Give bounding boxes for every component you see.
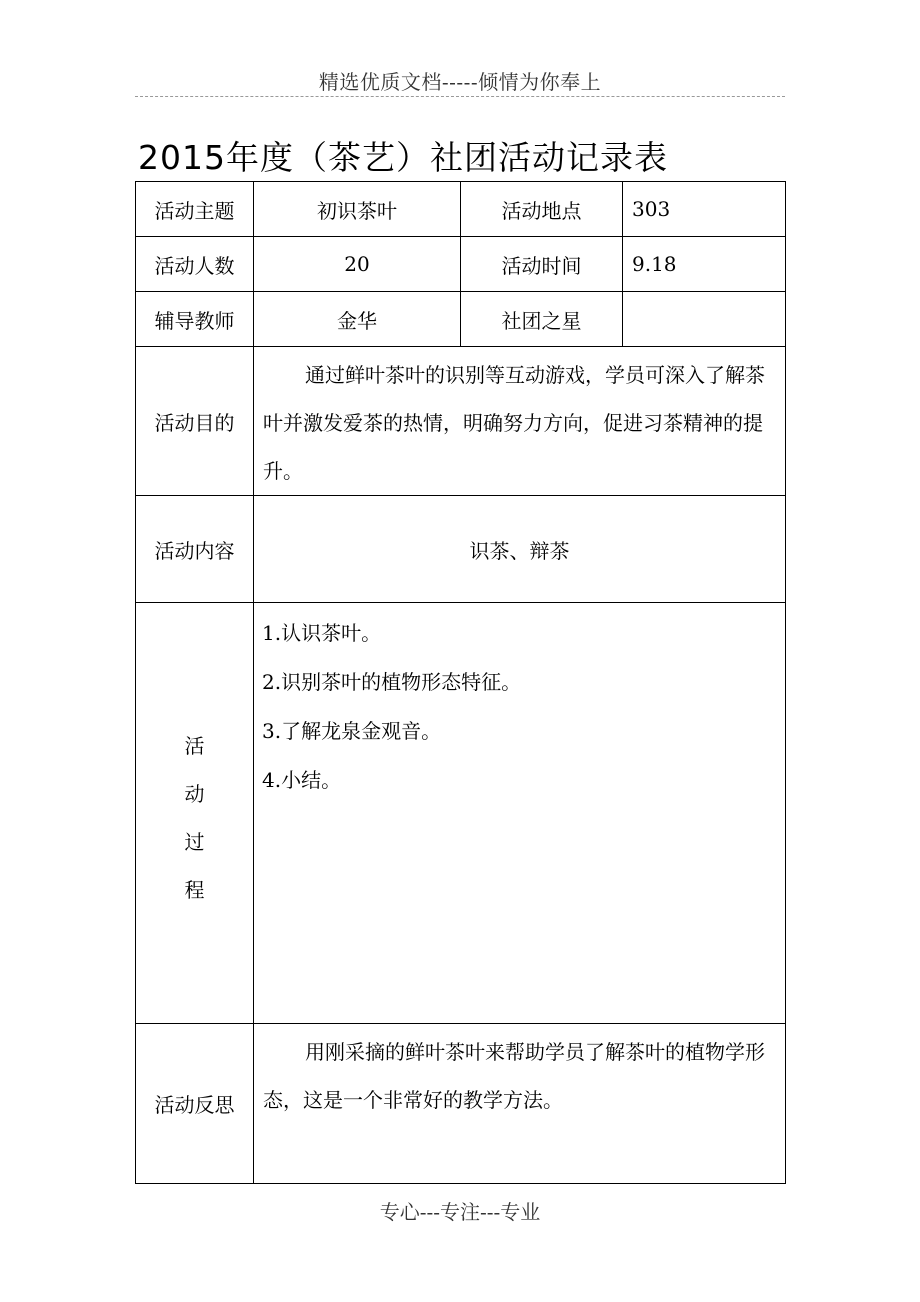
table-row xyxy=(136,347,786,496)
content-label: 活动内容 xyxy=(136,496,254,603)
table-row xyxy=(136,292,786,347)
location-value: 303 xyxy=(623,182,786,237)
process-steps xyxy=(254,603,786,1024)
process-label-char: 动 xyxy=(184,782,205,806)
teacher-label: 辅导教师 xyxy=(136,292,254,347)
location-label: 活动地点 xyxy=(461,182,623,237)
content-text: 识茶、辩茶 xyxy=(254,496,786,603)
star-label: 社团之星 xyxy=(461,292,623,347)
process-label-char: 活 xyxy=(184,734,205,758)
people-label: 活动人数 xyxy=(136,237,254,292)
time-label: 活动时间 xyxy=(461,237,623,292)
time-value: 9.18 xyxy=(623,237,786,292)
star-value xyxy=(623,292,786,347)
theme-label: 活动主题 xyxy=(136,182,254,237)
process-step: 4.小结。 xyxy=(262,768,342,792)
teacher-value: 金华 xyxy=(254,292,461,347)
theme-value: 初识茶叶 xyxy=(254,182,461,237)
table-row xyxy=(136,182,786,237)
purpose-text: 通过鲜叶茶叶的识别等互动游戏，学员可深入了解茶叶并激发爱茶的热情，明确努力方向，促进习茶精神的提升。 xyxy=(254,347,786,496)
header-divider xyxy=(135,96,785,97)
page-footer: 专心---专注---专业 xyxy=(379,1200,541,1224)
table-row xyxy=(136,496,786,603)
process-label-char: 程 xyxy=(184,878,205,902)
process-step: 2.识别茶叶的植物形态特征。 xyxy=(262,670,522,694)
process-label xyxy=(136,603,254,1024)
reflection-text: 用刚采摘的鲜叶茶叶来帮助学员了解茶叶的植物学形态，这是一个非常好的教学方法。 xyxy=(254,1024,786,1184)
table-row xyxy=(136,603,786,1024)
table-row xyxy=(136,1024,786,1184)
people-value: 20 xyxy=(254,237,461,292)
reflection-label: 活动反思 xyxy=(136,1024,254,1184)
purpose-label: 活动目的 xyxy=(136,347,254,496)
table-row xyxy=(136,237,786,292)
process-step: 3.了解龙泉金观音。 xyxy=(262,719,442,743)
process-step: 1.认识茶叶。 xyxy=(262,621,382,645)
document-title: 2015年度（茶艺）社团活动记录表 xyxy=(138,138,668,177)
page-header: 精选优质文档-----倾情为你奉上 xyxy=(318,70,602,94)
activity-record-table xyxy=(135,181,786,1184)
process-label-char: 过 xyxy=(184,830,205,854)
